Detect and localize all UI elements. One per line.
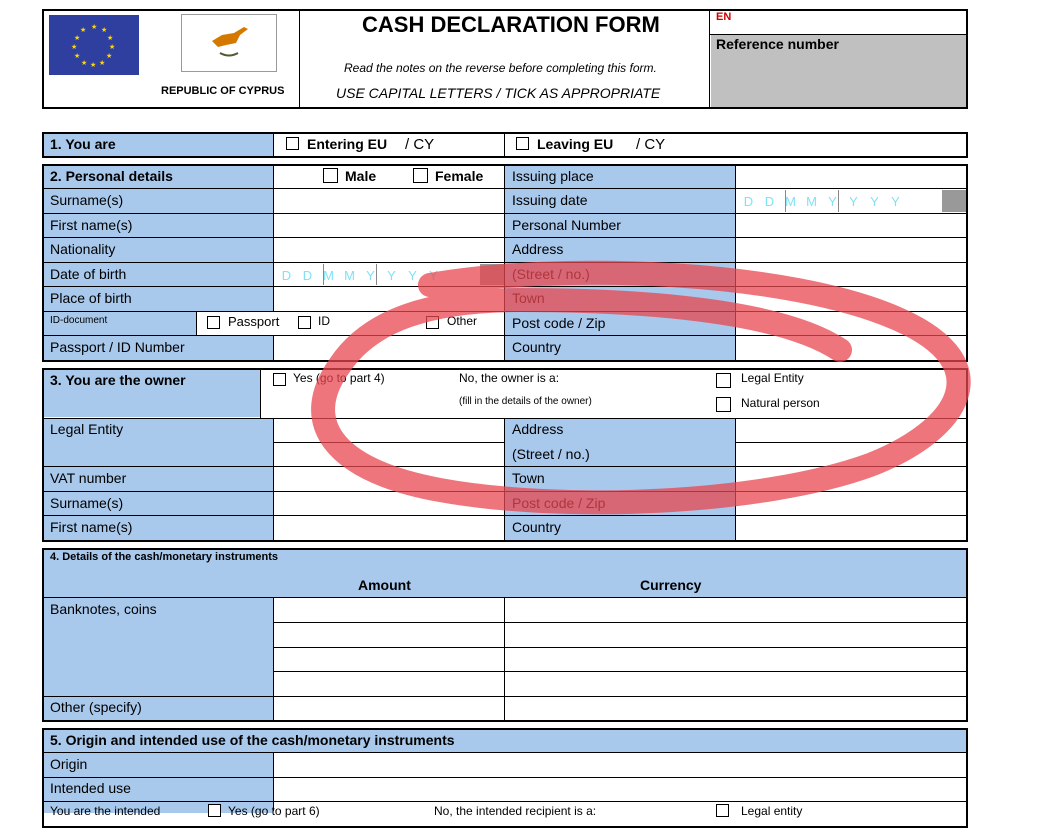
postcode-label: Post code / Zip	[512, 315, 606, 331]
eu-flag-logo	[49, 15, 139, 75]
issuing-date-label: Issuing date	[512, 192, 588, 208]
leaving-eu-label: Leaving EU	[537, 136, 614, 152]
country-name: REPUBLIC OF CYPRUS	[161, 85, 285, 97]
reference-number-label: Reference number	[716, 36, 839, 52]
owner-street-label: (Street / no.)	[512, 446, 590, 462]
dob-label: Date of birth	[50, 266, 127, 282]
male-label: Male	[345, 168, 377, 184]
owner-fill-note: (fill in the details of the owner)	[459, 396, 592, 407]
form-title: CASH DECLARATION FORM	[362, 12, 660, 37]
amount-header: Amount	[358, 577, 411, 593]
first-name-label: First name(s)	[50, 217, 133, 233]
form-note: Read the notes on the reverse before completing this form.	[344, 61, 657, 75]
svg-text:★: ★	[90, 61, 97, 69]
personal-number-label: Personal Number	[512, 217, 621, 233]
female-label: Female	[435, 168, 484, 184]
entering-eu-checkbox[interactable]	[286, 137, 299, 150]
pob-label: Place of birth	[50, 290, 132, 306]
issuing-date-field[interactable]: D D M M Y Y Y Y	[743, 194, 900, 209]
owner-surname-label: Surname(s)	[50, 495, 124, 511]
surname-label: Surname(s)	[50, 192, 124, 208]
entering-eu-label: Entering EU	[307, 136, 388, 152]
origin-label: Origin	[50, 756, 88, 772]
svg-text:★: ★	[91, 23, 98, 31]
owner-town-label: Town	[512, 470, 545, 486]
owner-yes-label: Yes (go to part 4)	[293, 371, 385, 385]
owner-natural-person-label: Natural person	[741, 396, 820, 410]
svg-text:★: ★	[99, 59, 106, 67]
svg-text:★: ★	[80, 26, 87, 34]
owner-no-label: No, the owner is a:	[459, 371, 560, 385]
owner-legal-entity-row-label: Legal Entity	[50, 421, 124, 437]
other-label: Other	[447, 314, 478, 328]
recipient-label: You are the intended	[50, 804, 161, 818]
dob-field[interactable]: D D M M Y Y Y Y	[281, 268, 438, 283]
recipient-legal-entity-label: Legal entity	[741, 804, 803, 818]
passport-checkbox[interactable]	[207, 316, 220, 329]
owner-vat-label: VAT number	[50, 470, 127, 486]
form-instruction: USE CAPITAL LETTERS / TICK AS APPROPRIATE	[336, 85, 661, 101]
owner-legal-entity-label: Legal Entity	[741, 371, 804, 385]
recipient-yes-label: Yes (go to part 6)	[228, 804, 320, 818]
currency-header: Currency	[640, 577, 702, 593]
owner-postcode-label: Post code / Zip	[512, 495, 606, 511]
banknotes-label: Banknotes, coins	[50, 601, 157, 617]
address-label: Address	[512, 241, 564, 257]
passport-label: Passport	[228, 314, 280, 329]
section-5-label: 5. Origin and intended use of the cash/monetary instruments	[50, 732, 455, 748]
section-2-label: 2. Personal details	[50, 168, 173, 184]
entering-cy-label: / CY	[405, 136, 435, 153]
svg-text:★: ★	[101, 26, 108, 34]
language-code: EN	[716, 11, 732, 23]
id-checkbox[interactable]	[298, 316, 311, 329]
svg-text:★: ★	[81, 59, 88, 67]
nationality-label: Nationality	[50, 241, 116, 257]
owner-natural-person-checkbox[interactable]	[716, 397, 731, 412]
country-label: Country	[512, 339, 562, 355]
male-checkbox[interactable]	[323, 168, 338, 183]
svg-text:★: ★	[107, 34, 114, 42]
id-label: ID	[318, 314, 330, 328]
intended-use-label: Intended use	[50, 780, 131, 796]
svg-text:★: ★	[106, 52, 113, 60]
section-4-label: 4. Details of the cash/monetary instruments	[50, 551, 279, 563]
owner-yes-checkbox[interactable]	[273, 373, 286, 386]
svg-text:★: ★	[109, 43, 116, 51]
other-checkbox[interactable]	[426, 316, 439, 329]
svg-text:★: ★	[74, 34, 81, 42]
svg-text:★: ★	[71, 43, 78, 51]
section-3-label: 3. You are the owner	[50, 372, 186, 388]
owner-country-label: Country	[512, 519, 562, 535]
id-document-label: ID-document	[50, 315, 108, 326]
leaving-cy-label: / CY	[636, 136, 666, 153]
female-checkbox[interactable]	[413, 168, 428, 183]
section-1-label: 1. You are	[50, 136, 116, 152]
other-specify-label: Other (specify)	[50, 699, 142, 715]
passport-number-label: Passport / ID Number	[50, 339, 185, 355]
street-label: (Street / no.)	[512, 266, 590, 282]
owner-address-label: Address	[512, 421, 564, 437]
leaving-eu-checkbox[interactable]	[516, 137, 529, 150]
recipient-no-label: No, the intended recipient is a:	[434, 804, 597, 818]
town-label: Town	[512, 290, 545, 306]
cyprus-flag-logo	[181, 14, 277, 72]
svg-text:★: ★	[74, 52, 81, 60]
issuing-place-label: Issuing place	[512, 168, 594, 184]
owner-first-name-label: First name(s)	[50, 519, 133, 535]
owner-legal-entity-checkbox[interactable]	[716, 373, 731, 388]
